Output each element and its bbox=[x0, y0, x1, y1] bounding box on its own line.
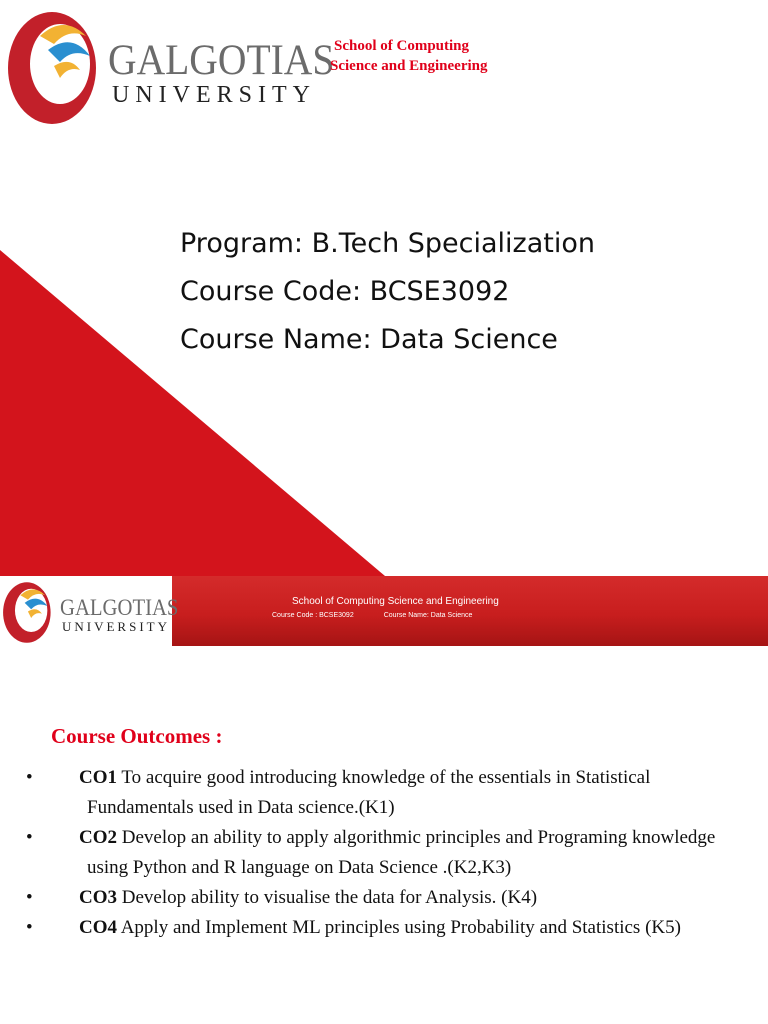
bullet: • bbox=[26, 767, 33, 788]
galgotias-logo bbox=[6, 6, 335, 128]
logo-swirl-icon bbox=[6, 6, 106, 128]
logo-subtitle: UNIVERSITY bbox=[112, 82, 316, 108]
outcome-code: CO2 bbox=[79, 827, 117, 848]
outcomes-list bbox=[0, 766, 768, 940]
outcome-text: To acquire good introducing knowledge of the essentials in Statistical bbox=[117, 767, 651, 788]
logo-name: GALGOTIAS bbox=[60, 595, 179, 620]
course-outcomes-slide bbox=[0, 576, 768, 1024]
list-item bbox=[0, 766, 768, 820]
outcome-code: CO4 bbox=[79, 917, 117, 938]
header-course-code: Course Code : BCSE3092 bbox=[272, 612, 354, 619]
school-line-2: Science and Engineering bbox=[330, 58, 488, 74]
course-code-line: Course Code: BCSE3092 bbox=[180, 276, 510, 307]
logo-swirl-icon bbox=[2, 579, 56, 645]
header-logo-box bbox=[0, 576, 179, 646]
galgotias-logo-small bbox=[2, 579, 179, 645]
school-name bbox=[330, 36, 488, 76]
logo-subtitle: UNIVERSITY bbox=[62, 619, 170, 634]
outcome-text: Develop an ability to apply algorithmic principles and Programing knowledge bbox=[117, 827, 716, 848]
header-school-name: School of Computing Science and Engineering bbox=[292, 596, 499, 607]
outcome-text: Apply and Implement ML principles using Probability and Statistics (K5) bbox=[117, 917, 681, 938]
header-course-info bbox=[272, 612, 502, 619]
outcome-continuation: using Python and R language on Data Science .(K2,K3) bbox=[87, 857, 512, 878]
program-line: Program: B.Tech Specialization bbox=[180, 228, 595, 259]
course-name-line: Course Name: Data Science bbox=[180, 324, 558, 355]
header-course-name: Course Name: Data Science bbox=[383, 612, 473, 619]
outcomes-title: Course Outcomes : bbox=[51, 724, 223, 748]
list-item bbox=[0, 886, 768, 910]
outcome-code: CO1 bbox=[79, 767, 117, 788]
list-item bbox=[0, 826, 768, 880]
bullet: • bbox=[26, 887, 33, 908]
list-item bbox=[0, 916, 768, 940]
outcome-code: CO3 bbox=[79, 887, 117, 908]
bullet: • bbox=[26, 917, 33, 938]
bullet: • bbox=[26, 827, 33, 848]
logo-name: GALGOTIAS bbox=[108, 37, 335, 84]
outcome-text: Develop ability to visualise the data for Analysis. (K4) bbox=[117, 887, 538, 908]
school-line-1: School of Computing bbox=[334, 38, 470, 54]
outcome-continuation: Fundamentals used in Data science.(K1) bbox=[87, 797, 395, 818]
course-info bbox=[180, 220, 595, 364]
